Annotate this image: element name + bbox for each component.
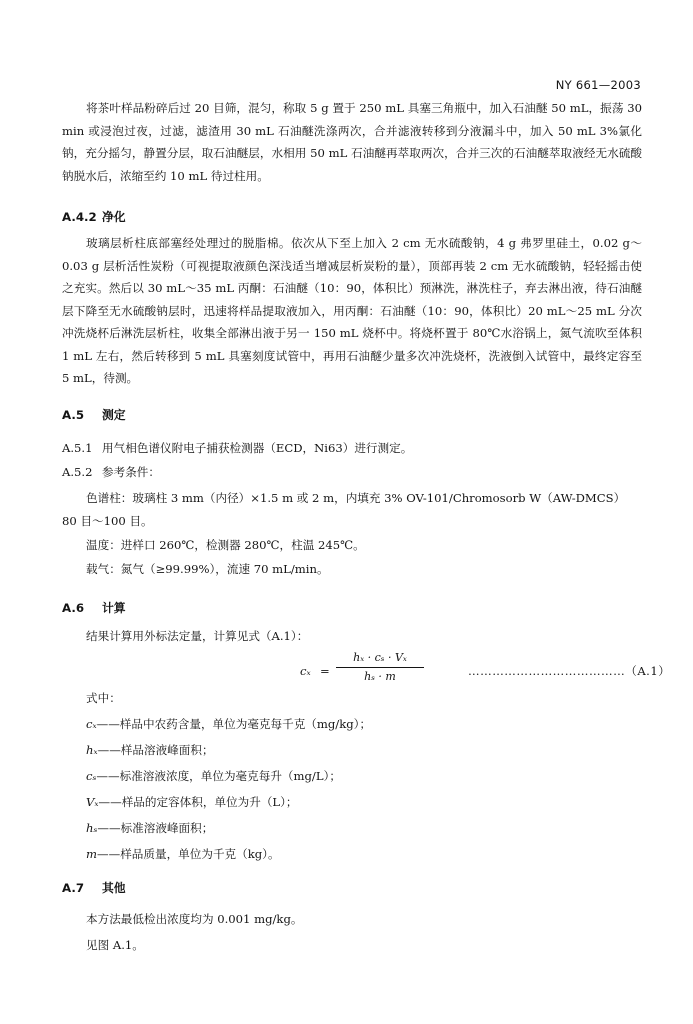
a51-number: A.5.1 bbox=[62, 441, 93, 455]
formula-leader bbox=[468, 663, 670, 679]
formula-equals: = bbox=[320, 664, 330, 678]
formula-lhs: cₓ bbox=[300, 664, 311, 678]
variable-row bbox=[86, 846, 280, 862]
heading-a5-number: A.5 bbox=[62, 408, 85, 422]
a42-cleanup-paragraph: 玻璃层析柱底部塞经处理过的脱脂棉。依次从下至上加入 2 cm 无水硫酸钠，4 g 弗罗里硅土，0.02 g～0.03 g 层析活性炭粉（可视提取液颜色深浅适当增减层析炭粉的量），顶部再装 2 cm 无水硫酸钠，轻轻摇击使之充实。然后以 30 mL～35 mL 丙酮：石油醚（10：90，体积比）预淋洗，淋洗柱子，弃去淋出液，待石油醚层下降至无水硫酸钠层时，迅速将样品提取液加入，用丙酮：石油醚（10：90，体积比）20 mL～25 mL 分次冲洗烧杯后淋洗层析柱，收集全部淋出液于另一 150 mL 烧杯中。将烧杯置于 80℃水浴锅上，氮气流吹至体积 1 mL 左右，然后转移到 5 mL 具塞刻度试管中，再用石油醚少量多次冲洗烧杯，洗液倒入试管中，最终定容至 5 mL，待测。 bbox=[62, 236, 642, 385]
formula-tag: （A.1） bbox=[625, 664, 671, 678]
formula-a1 bbox=[300, 650, 440, 696]
calc-intro: 结果计算用外标法定量，计算见式（A.1）： bbox=[86, 629, 309, 643]
heading-a42 bbox=[62, 208, 126, 225]
variable-symbol: m bbox=[86, 847, 97, 861]
variable-symbol: hₓ bbox=[86, 743, 98, 757]
heading-a5-title: 测定 bbox=[102, 408, 126, 422]
variable-description: ——样品的定容体积，单位为升（L）； bbox=[98, 795, 298, 809]
variable-row bbox=[86, 716, 371, 732]
where-label: 式中： bbox=[86, 691, 121, 705]
heading-a6-title: 计算 bbox=[102, 601, 126, 615]
a41-extraction-paragraph: 将茶叶样品粉碎后过 20 目筛，混匀，称取 5 g 置于 250 mL 具塞三角瓶中，加入石油醚 50 mL，振荡 30 min 或浸泡过夜，过滤，滤渣用 30 mL 石油醚洗涤两次，合并滤液转移到分液漏斗中，加入 50 mL 3%氯化钠，充分摇匀，静置分层，取石油醚层，水相用 50 mL 石油醚再萃取两次，合并三次的石油醚萃取液经无水硫酸钠脱水后，浓缩至约 10 mL 待过柱用。 bbox=[62, 101, 642, 183]
standard-number: NY 661—2003 bbox=[555, 78, 641, 92]
detection-limit-line: 本方法最低检出浓度均为 0.001 mg/kg。 bbox=[86, 912, 303, 926]
variable-row bbox=[86, 768, 341, 784]
temperature-line: 温度：进样口 260℃，检测器 280℃，柱温 245℃。 bbox=[86, 538, 365, 552]
column-line-1: 色谱柱：玻璃柱 3 mm（内径）×1.5 m 或 2 m，内填充 3% OV-101/Chromosorb W（AW-DMCS） bbox=[86, 491, 626, 505]
a52-line bbox=[62, 464, 642, 480]
heading-a7 bbox=[62, 879, 126, 896]
variable-description: ——标准溶液峰面积； bbox=[97, 821, 214, 835]
heading-a42-number: A.4.2 bbox=[62, 210, 97, 224]
variable-description: ——样品中农药含量，单位为毫克每千克（mg/kg）； bbox=[96, 717, 372, 731]
variable-description: ——样品质量，单位为千克（kg）。 bbox=[97, 847, 280, 861]
figure-reference-line: 见图 A.1。 bbox=[86, 938, 144, 952]
variable-symbol: cₓ bbox=[86, 717, 97, 731]
formula-denominator: hₛ · m bbox=[364, 670, 396, 683]
a52-number: A.5.2 bbox=[62, 465, 93, 479]
formula-numerator: hₓ · cₛ · Vₓ bbox=[353, 651, 407, 664]
variable-row bbox=[86, 794, 298, 810]
a51-text: 用气相色谱仪附电子捕获检测器（ECD，Ni63）进行测定。 bbox=[102, 441, 413, 455]
heading-a7-title: 其他 bbox=[102, 881, 126, 895]
fraction-bar bbox=[336, 667, 424, 668]
heading-a5 bbox=[62, 406, 126, 423]
a52-text: 参考条件： bbox=[102, 465, 160, 479]
heading-a7-number: A.7 bbox=[62, 881, 85, 895]
a51-line bbox=[62, 440, 642, 456]
variable-row bbox=[86, 742, 214, 758]
heading-a42-title: 净化 bbox=[102, 210, 126, 224]
variable-description: ——样品溶液峰面积； bbox=[97, 743, 214, 757]
formula-fraction bbox=[336, 650, 424, 685]
column-line-2: 80 目～100 目。 bbox=[62, 514, 153, 528]
heading-a6 bbox=[62, 599, 126, 616]
variable-symbol: hₛ bbox=[86, 821, 98, 835]
heading-a6-number: A.6 bbox=[62, 601, 85, 615]
formula-dots: ………………………………… bbox=[468, 664, 626, 678]
variable-row bbox=[86, 820, 213, 836]
variable-symbol: cₛ bbox=[86, 769, 97, 783]
carrier-gas-line: 载气：氮气（≥99.99%），流速 70 mL/min。 bbox=[86, 562, 329, 576]
variable-symbol: Vₓ bbox=[86, 795, 99, 809]
variable-description: ——标准溶液浓度，单位为毫克每升（mg/L）； bbox=[96, 769, 341, 783]
